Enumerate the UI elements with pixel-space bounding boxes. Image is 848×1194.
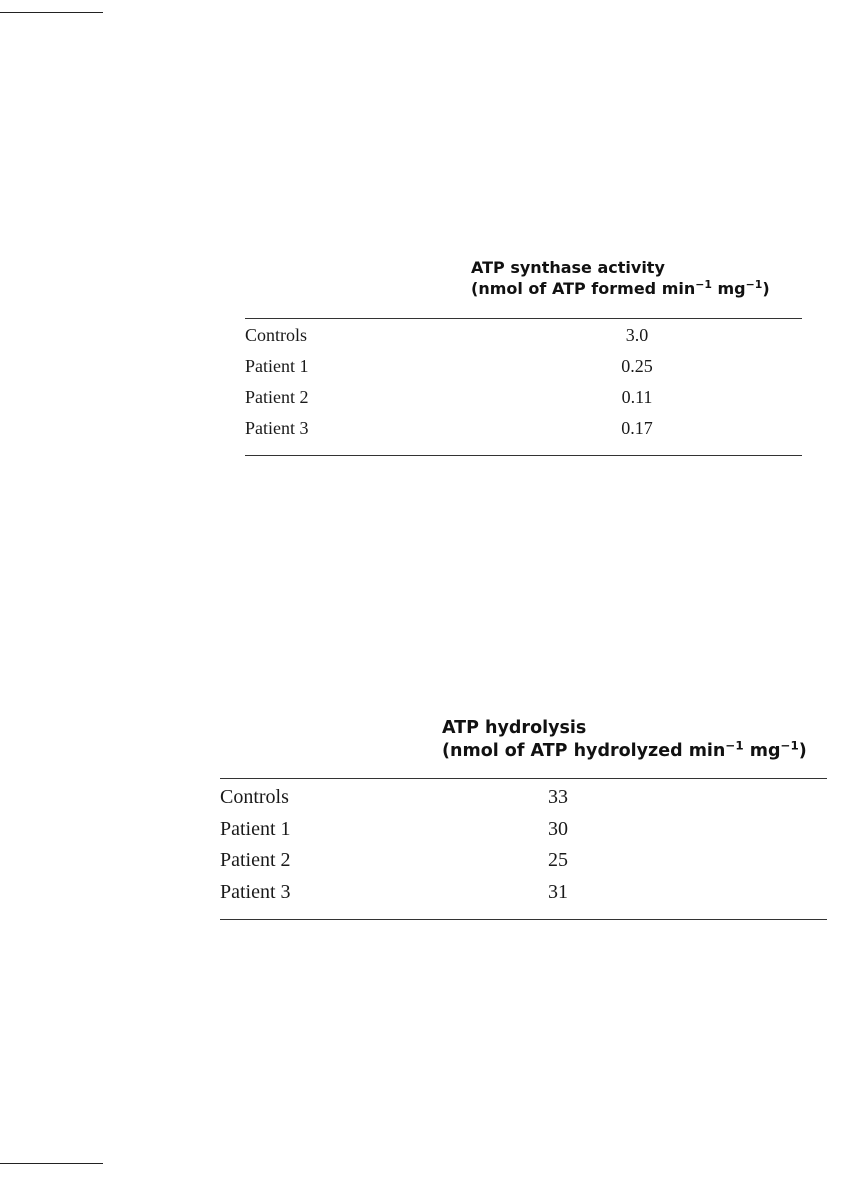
unit-exponent: −1 (695, 277, 712, 291)
top-corner-rule (0, 12, 103, 13)
table-row (220, 881, 827, 913)
row-label: Patient 3 (245, 418, 309, 438)
row-value: 31 (548, 880, 568, 903)
table-row (220, 849, 827, 881)
row-value: 25 (548, 849, 568, 871)
row-label: Controls (220, 786, 289, 808)
table-row (245, 387, 802, 418)
table-header (471, 258, 802, 318)
bottom-corner-rule (0, 1163, 103, 1164)
unit-text: ) (798, 740, 807, 761)
unit-text: ) (762, 278, 770, 298)
unit-text: (nmol of ATP formed min (471, 278, 696, 298)
unit-text: mg (711, 278, 746, 298)
column-unit (471, 279, 802, 300)
column-title: ATP synthase activity (471, 258, 665, 277)
unit-exponent: −1 (780, 738, 799, 753)
row-label: Patient 1 (245, 356, 309, 376)
row-value: 0.25 (621, 356, 653, 376)
table-header (442, 717, 827, 778)
table-body (220, 779, 827, 919)
bottom-rule (245, 455, 802, 456)
unit-text: (nmol of ATP hydrolyzed min (442, 740, 726, 761)
row-label: Patient 3 (220, 880, 291, 903)
unit-exponent: −1 (745, 277, 763, 291)
unit-text: mg (743, 740, 781, 761)
table-row (220, 818, 827, 850)
bottom-rule (220, 919, 827, 920)
row-value: 30 (548, 817, 568, 840)
table-row (245, 325, 802, 356)
row-label: Patient 1 (220, 817, 291, 840)
table-body (245, 319, 802, 455)
row-value: 0.17 (621, 418, 653, 438)
row-value: 33 (548, 786, 568, 808)
unit-exponent: −1 (725, 738, 744, 753)
column-title: ATP hydrolysis (442, 718, 587, 738)
table-row (245, 356, 802, 387)
table-row (245, 418, 802, 449)
column-unit (442, 740, 827, 763)
row-label: Patient 2 (245, 387, 309, 407)
row-label: Patient 2 (220, 849, 291, 871)
atp-hydrolysis-table (220, 717, 827, 920)
atp-synthase-table (245, 258, 802, 456)
table-row (220, 786, 827, 818)
row-label: Controls (245, 325, 308, 345)
row-value: 0.11 (621, 387, 653, 407)
row-value: 3.0 (625, 325, 649, 345)
